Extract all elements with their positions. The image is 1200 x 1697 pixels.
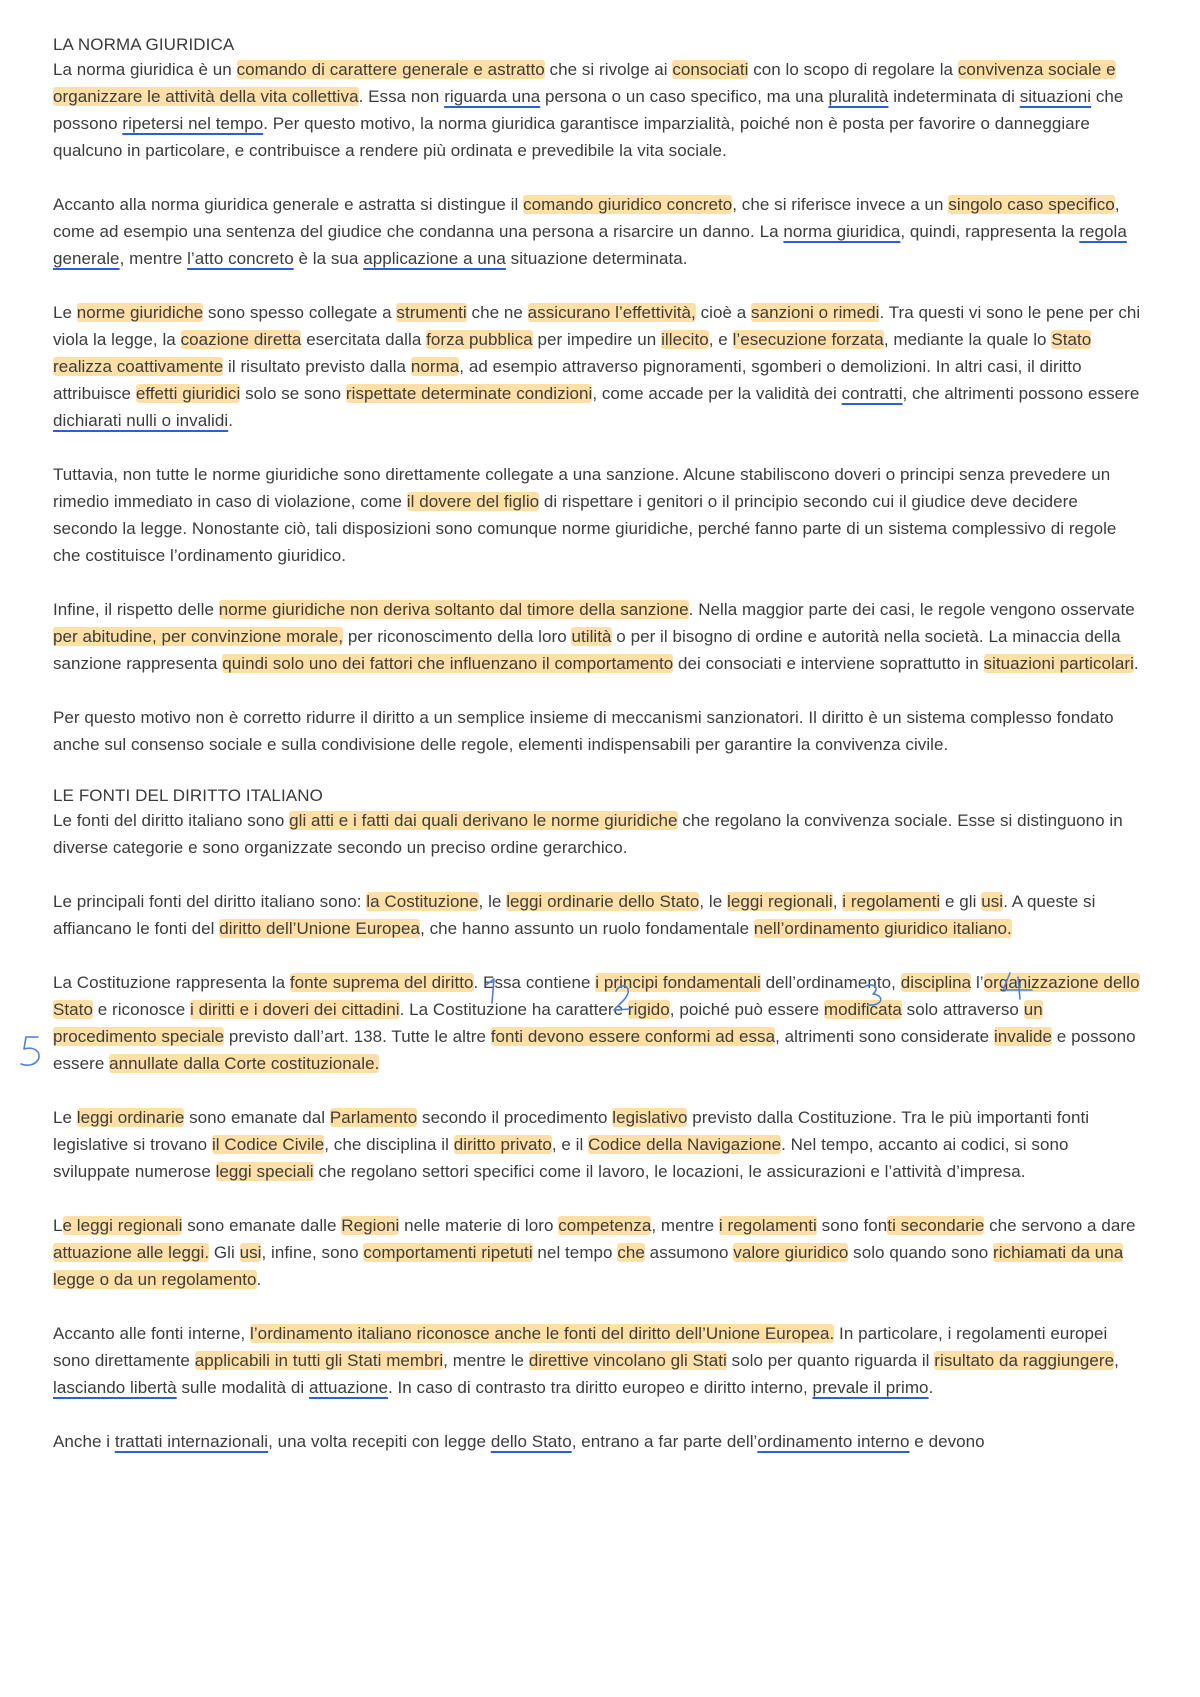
- highlighted-text: un procedimento speciale: [53, 1000, 1043, 1046]
- text-run: Accanto alla norma giuridica generale e astratta si distingue il: [53, 195, 524, 214]
- text-run: , quindi, rappresenta la: [900, 222, 1080, 241]
- highlighted-text: risultato da raggiungere: [934, 1351, 1115, 1370]
- section-fonti-diritto: [53, 785, 1144, 1455]
- text-run: , altrimenti sono considerate: [775, 1027, 994, 1046]
- paragraph: [53, 969, 1144, 1077]
- text-run: l’: [971, 973, 984, 992]
- text-run: che ne: [466, 303, 528, 322]
- highlighted-text: l’ordinamento italiano riconosce anche le fonti del diritto dell’Unione Europea.: [250, 1324, 835, 1343]
- text-run: Le fonti del diritto italiano sono: [53, 811, 290, 830]
- text-run: sono emanate dalle: [182, 1216, 342, 1235]
- section-title: LA NORMA GIURIDICA: [53, 35, 235, 54]
- text-run: Le: [53, 1108, 77, 1127]
- highlighted-text: convivenza sociale e organizzare le attività della vita collettiva: [53, 60, 1116, 106]
- paragraph: [53, 1104, 1144, 1185]
- text-run: . Nella maggior parte dei casi, le regole vengono osservate: [688, 600, 1135, 619]
- text-run: di rispettare i genitori o il principio secondo cui il giudice deve decidere secondo la legge. Nonostante ciò, tali disposizioni sono comunque norme giuridiche, perché fanno parte di un sistema complessivo di regole che costituisce l’ordinamento giuridico.: [53, 492, 1117, 565]
- text-run: , ad esempio attraverso pignoramenti, sgomberi o demolizioni. In altri casi, il diritto attribuisce: [53, 357, 1082, 403]
- text-run: , entrano a far parte dell’: [571, 1432, 758, 1451]
- highlighted-text: usi: [981, 892, 1004, 911]
- highlighted-text: norme giuridiche non deriva soltanto dal timore della sanzione: [218, 600, 689, 619]
- highlighted-text: richiamati da una legge o da un regolamento: [53, 1243, 1124, 1289]
- underlined-text: applicazione a una: [363, 249, 506, 268]
- text-run: , infine, sono: [261, 1243, 364, 1262]
- highlighted-text: fonte suprema del diritto: [289, 973, 474, 992]
- text-run: che possono: [53, 87, 1124, 133]
- highlighted-text: sanzioni o rimedi: [751, 303, 880, 322]
- underlined-text: norma giuridica: [783, 222, 901, 241]
- underlined-text: riguarda una: [444, 87, 541, 106]
- highlighted-text: modificata: [823, 1000, 902, 1019]
- highlighted-text: situazioni particolari: [983, 654, 1134, 673]
- highlighted-text: diritto privato: [453, 1135, 552, 1154]
- section-body: [53, 56, 1144, 758]
- highlighted-text: i principi fondamentali: [595, 973, 761, 992]
- highlighted-text: la Costituzione: [366, 892, 479, 911]
- text-run: è la sua: [293, 249, 364, 268]
- text-run: . A queste si affiancano le fonti del: [53, 892, 1096, 938]
- highlighted-text: i diritti e i doveri dei cittadini: [189, 1000, 400, 1019]
- text-run: . Essa contiene: [473, 973, 596, 992]
- highlighted-text: il dovere del figlio: [406, 492, 540, 511]
- text-run: , che altrimenti possono essere: [902, 384, 1140, 403]
- highlighted-text: assicurano l’effettività,: [527, 303, 696, 322]
- highlighted-text: disciplina: [900, 973, 972, 992]
- highlighted-text: nell’ordinamento giuridico italiano.: [753, 919, 1012, 938]
- underlined-text: prevale il primo: [812, 1378, 929, 1397]
- text-run: Accanto alle fonti interne,: [53, 1324, 251, 1343]
- text-run: assumono: [644, 1243, 734, 1262]
- section-norma-giuridica: [53, 34, 1144, 758]
- text-run: o per il bisogno di ordine e autorità nella società. La minaccia della sanzione rappresenta: [53, 627, 1121, 673]
- highlighted-text: valore giuridico: [733, 1243, 849, 1262]
- text-run: che regolano la convivenza sociale. Esse si distinguono in diverse categorie e sono organizzate secondo un preciso ordine gerarchico.: [53, 811, 1123, 857]
- paragraph: [53, 461, 1144, 569]
- text-run: , che disciplina il: [324, 1135, 454, 1154]
- highlighted-text: i regolamenti: [842, 892, 941, 911]
- highlighted-text: annullate dalla Corte costituzionale.: [109, 1054, 380, 1073]
- text-run: che servono a dare: [984, 1216, 1136, 1235]
- handwritten-number-5: [21, 1037, 39, 1065]
- text-run: Gli: [209, 1243, 240, 1262]
- paragraph: [53, 704, 1144, 758]
- text-run: La Costituzione rappresenta la: [53, 973, 290, 992]
- text-run: Tuttavia, non tutte le norme giuridiche sono direttamente collegate a una sanzione. Alcune stabiliscono doveri o principi senza prevedere un rimedio immediato in caso di violazione, come: [53, 465, 1111, 511]
- paragraph: [53, 1428, 1144, 1455]
- highlighted-text: ti secondarie: [887, 1216, 985, 1235]
- paragraph: [53, 807, 1144, 861]
- highlighted-text: consociati: [672, 60, 749, 79]
- text-run: Anche i: [53, 1432, 115, 1451]
- highlighted-text: leggi regionali: [727, 892, 833, 911]
- highlighted-text: gli atti e i fatti dai quali derivano le norme giuridiche: [289, 811, 678, 830]
- text-run: L: [53, 1216, 63, 1235]
- highlighted-text: quindi solo uno dei fattori che influenzano il comportamento: [222, 654, 674, 673]
- highlighted-text: i regolamenti: [718, 1216, 817, 1235]
- text-run: dei consociati e interviene soprattutto in: [673, 654, 984, 673]
- text-run: Le principali fonti del diritto italiano sono:: [53, 892, 367, 911]
- text-run: ,: [832, 892, 843, 911]
- highlighted-text: competenza: [558, 1216, 652, 1235]
- text-run: il risultato previsto dalla: [223, 357, 411, 376]
- text-run: secondo il procedimento: [417, 1108, 613, 1127]
- highlighted-text: attuazione alle leggi.: [53, 1243, 210, 1262]
- text-run: . Nel tempo, accanto ai codici, si sono sviluppate numerose: [53, 1135, 1069, 1181]
- text-run: cioè a: [695, 303, 752, 322]
- highlighted-text: leggi ordinarie: [76, 1108, 185, 1127]
- text-run: nelle materie di loro: [399, 1216, 559, 1235]
- text-run: solo per quanto riguarda il: [726, 1351, 935, 1370]
- highlighted-text: utilità: [571, 627, 612, 646]
- text-run: persona o un caso specifico, ma una: [540, 87, 829, 106]
- text-run: . Tra questi vi sono le pene per chi viola la legge, la: [53, 303, 1141, 349]
- text-run: sono spesso collegate a: [203, 303, 397, 322]
- paragraph: [53, 56, 1144, 164]
- highlighted-text: illecito: [661, 330, 709, 349]
- highlighted-text: il Codice Civile: [211, 1135, 325, 1154]
- text-run: che regolano settori specifici come il lavoro, le locazioni, le assicurazioni e l’attività d’impresa.: [313, 1162, 1026, 1181]
- text-run: solo se sono: [240, 384, 346, 403]
- highlighted-text: che: [617, 1243, 645, 1262]
- text-run: , mentre le: [443, 1351, 529, 1370]
- highlighted-text: l’esecuzione forzata: [732, 330, 884, 349]
- text-run: indeterminata di: [888, 87, 1020, 106]
- text-run: . Essa non: [358, 87, 445, 106]
- text-run: situazione determinata.: [505, 249, 688, 268]
- text-run: , poiché può essere: [669, 1000, 824, 1019]
- text-run: .: [1133, 654, 1139, 673]
- highlighted-text: leggi ordinarie dello Stato: [506, 892, 700, 911]
- text-run: , le: [478, 892, 507, 911]
- text-run: sono fon: [816, 1216, 888, 1235]
- highlighted-text: comportamenti ripetuti: [363, 1243, 533, 1262]
- text-run: previsto dalla Costituzione. Tra le più importanti fonti legislative si trovano: [53, 1108, 1090, 1154]
- text-run: e possono essere: [53, 1027, 1136, 1073]
- section-title: LE FONTI DEL DIRITTO ITALIANO: [53, 786, 323, 805]
- text-run: per impedire un: [532, 330, 662, 349]
- highlighted-text: direttive vincolano gli Stati: [528, 1351, 727, 1370]
- text-run: . Per questo motivo, la norma giuridica garantisce imparzialità, poiché non è posta per favorire o danneggiare qualcuno in particolare, e contribuisce a rendere più ordinata e prevedibile la vita sociale.: [53, 114, 1090, 160]
- text-run: con lo scopo di regolare la: [748, 60, 958, 79]
- highlighted-text: norma: [410, 357, 460, 376]
- highlighted-text: diritto dell’Unione Europea: [219, 919, 421, 938]
- highlighted-text: Codice della Navigazione: [588, 1135, 782, 1154]
- highlighted-text: coazione diretta: [180, 330, 302, 349]
- text-run: .: [228, 411, 233, 430]
- text-run: .: [928, 1378, 934, 1397]
- text-run: e devono: [909, 1432, 985, 1451]
- highlighted-text: rigido: [627, 1000, 670, 1019]
- text-run: , e il: [551, 1135, 589, 1154]
- highlighted-text: fonti devono essere conformi ad essa: [490, 1027, 776, 1046]
- paragraph: [53, 888, 1144, 942]
- highlighted-text: Regioni: [341, 1216, 400, 1235]
- text-run: , come accade per la validità dei: [592, 384, 842, 403]
- paragraph: [53, 191, 1144, 272]
- highlighted-text: leggi speciali: [215, 1162, 314, 1181]
- highlighted-text: organizzazione dello Stato: [53, 973, 1140, 1019]
- text-run: previsto dall’art. 138. Tutte le altre: [224, 1027, 491, 1046]
- underlined-text: situazioni: [1019, 87, 1092, 106]
- highlighted-text: per abitudine, per convinzione morale,: [53, 627, 344, 646]
- paragraph: [53, 596, 1144, 677]
- underlined-text: regola generale: [53, 222, 1127, 268]
- highlighted-text: usi: [239, 1243, 262, 1262]
- highlighted-text: comando di carattere generale e astratto: [236, 60, 545, 79]
- paragraph: [53, 299, 1144, 434]
- text-run: Infine, il rispetto delle: [53, 600, 219, 619]
- highlighted-text: comando giuridico concreto: [523, 195, 733, 214]
- highlighted-text: applicabili in tutti gli Stati membri: [194, 1351, 444, 1370]
- text-run: e gli: [940, 892, 982, 911]
- underlined-text: ripetersi nel tempo: [122, 114, 264, 133]
- text-run: .: [256, 1270, 262, 1289]
- text-run: solo quando sono: [848, 1243, 993, 1262]
- text-run: sulle modalità di: [176, 1378, 309, 1397]
- underlined-text: dello Stato: [490, 1432, 572, 1451]
- text-run: , mentre: [651, 1216, 719, 1235]
- highlighted-text: strumenti: [396, 303, 467, 322]
- text-run: sono emanate dal: [184, 1108, 330, 1127]
- text-run: per riconoscimento della loro: [343, 627, 572, 646]
- text-run: , che hanno assunto un ruolo fondamentale: [420, 919, 754, 938]
- text-run: , come ad esempio una sentenza del giudice che condanna una persona a risarcire un danno. La: [53, 195, 1120, 241]
- text-run: . La Costituzione ha carattere: [399, 1000, 628, 1019]
- section-body: [53, 807, 1144, 1455]
- highlighted-text: Parlamento: [329, 1108, 418, 1127]
- underlined-text: lasciando libertà: [53, 1378, 177, 1397]
- text-run: , mediante la quale lo: [883, 330, 1052, 349]
- highlighted-text: forza pubblica: [426, 330, 533, 349]
- paragraph: [53, 1212, 1144, 1293]
- text-run: dell’ordinamento,: [760, 973, 901, 992]
- underlined-text: attuazione: [309, 1378, 388, 1397]
- text-run: In particolare, i regolamenti europei sono direttamente: [53, 1324, 1108, 1370]
- text-run: , una volta recepiti con legge: [268, 1432, 491, 1451]
- highlighted-text: effetti giuridici: [135, 384, 241, 403]
- highlighted-text: norme giuridiche: [76, 303, 204, 322]
- text-run: , e: [708, 330, 733, 349]
- text-run: , che si riferisce invece a un: [732, 195, 949, 214]
- paragraph: [53, 1320, 1144, 1401]
- highlighted-text: legislativo: [612, 1108, 688, 1127]
- highlighted-text: singolo caso specifico: [948, 195, 1115, 214]
- highlighted-text: rispettate determinate condizioni: [345, 384, 593, 403]
- text-run: , le: [699, 892, 728, 911]
- underlined-text: pluralità: [828, 87, 889, 106]
- text-run: esercitata dalla: [301, 330, 427, 349]
- text-run: La norma giuridica è un: [53, 60, 237, 79]
- text-run: . In caso di contrasto tra diritto europeo e diritto interno,: [387, 1378, 813, 1397]
- highlighted-text: e leggi regionali: [62, 1216, 183, 1235]
- underlined-text: trattati internazionali: [114, 1432, 269, 1451]
- text-run: Per questo motivo non è corretto ridurre il diritto a un semplice insieme di meccanismi sanzionatori. Il diritto è un sistema complesso fondato anche sul consenso sociale e sulla condivisione delle regole, elementi indispensabili per garantire la convivenza civile.: [53, 708, 1114, 754]
- text-run: nel tempo: [532, 1243, 618, 1262]
- text-run: , mentre: [119, 249, 188, 268]
- underlined-text: dichiarati nulli o invalidi: [53, 411, 229, 430]
- text-run: che si rivolge ai: [544, 60, 673, 79]
- highlighted-text: Stato realizza coattivamente: [53, 330, 1092, 376]
- text-run: ,: [1114, 1351, 1119, 1370]
- text-run: e riconosce: [92, 1000, 190, 1019]
- underlined-text: ordinamento interno: [757, 1432, 910, 1451]
- underlined-text: l’atto concreto: [187, 249, 294, 268]
- text-run: solo attraverso: [901, 1000, 1024, 1019]
- text-run: Le: [53, 303, 77, 322]
- highlighted-text: invalide: [993, 1027, 1053, 1046]
- underlined-text: contratti: [841, 384, 903, 403]
